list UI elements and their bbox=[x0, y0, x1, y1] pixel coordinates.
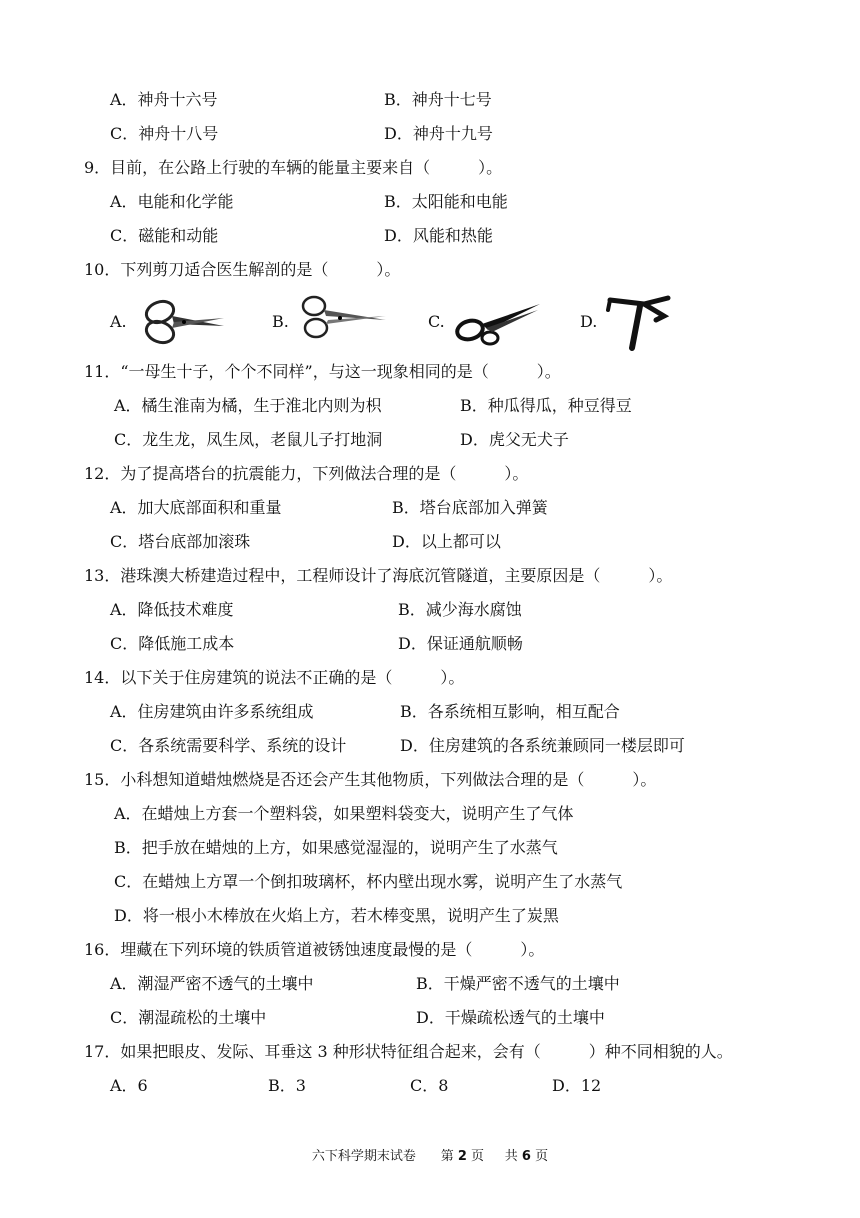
q9-option-b: B．太阳能和电能 bbox=[384, 192, 508, 211]
q15-option-b: B．把手放在蜡烛的上方，如果感觉湿湿的，说明产生了水蒸气 bbox=[114, 838, 558, 857]
q9-stem: 9．目前，在公路上行驶的车辆的能量主要来自（ ）。 bbox=[84, 158, 503, 177]
q11-stem: 11．“一母生十子，个个不同样”，与这一现象相同的是（ ）。 bbox=[84, 362, 561, 381]
q8-option-d: D．神舟十九号 bbox=[384, 124, 493, 143]
q13-option-d: D．保证通航顺畅 bbox=[398, 634, 523, 653]
footer-page-prefix: 第 bbox=[440, 1149, 454, 1164]
q10-option-b-label: B. bbox=[272, 312, 289, 331]
q15-stem: 15．小科想知道蜡烛燃烧是否还会产生其他物质，下列做法合理的是（ ）。 bbox=[84, 770, 657, 789]
q8-option-c: C．神舟十八号 bbox=[110, 124, 219, 143]
q15-option-d: D．将一根小木棒放在火焰上方，若木棒变黑，说明产生了炭黑 bbox=[114, 906, 559, 925]
q13-option-b: B．减少海水腐蚀 bbox=[398, 600, 522, 619]
q8-option-b: B．神舟十七号 bbox=[384, 90, 492, 109]
q10-scissors-a-icon bbox=[140, 296, 228, 348]
q16-option-b: B．干燥严密不透气的土壤中 bbox=[416, 974, 620, 993]
q14-option-a: A．住房建筑由许多系统组成 bbox=[110, 702, 314, 721]
q15-option-c: C．在蜡烛上方罩一个倒扣玻璃杯，杯内壁出现水雾，说明产生了水蒸气 bbox=[114, 872, 623, 891]
q17-option-a: A．6 bbox=[110, 1076, 148, 1095]
q11-option-d: D．虎父无犬子 bbox=[460, 430, 569, 449]
q8-option-a: A．神舟十六号 bbox=[110, 90, 218, 109]
q11-option-b: B．种瓜得瓜，种豆得豆 bbox=[460, 396, 632, 415]
footer-total-suffix: 页 bbox=[535, 1149, 549, 1164]
q12-option-d: D．以上都可以 bbox=[392, 532, 501, 551]
footer-total-number: 6 bbox=[521, 1149, 531, 1164]
page-footer bbox=[0, 1148, 860, 1166]
q13-stem: 13．港珠澳大桥建造过程中，工程师设计了海底沉管隧道，主要原因是（ ）。 bbox=[84, 566, 673, 585]
q16-option-c: C．潮湿疏松的土壤中 bbox=[110, 1008, 267, 1027]
q16-stem: 16．埋藏在下列环境的铁质管道被锈蚀速度最慢的是（ ）。 bbox=[84, 940, 545, 959]
q11-option-c: C．龙生龙，凤生凤，老鼠儿子打地洞 bbox=[114, 430, 383, 449]
q10-stem: 10．下列剪刀适合医生解剖的是（ ）。 bbox=[84, 260, 401, 279]
q17-option-d: D．12 bbox=[552, 1076, 602, 1095]
q17-stem: 17．如果把眼皮、发际、耳垂这 3 种形状特征组合起来，会有（ ）种不同相貌的人。 bbox=[84, 1042, 733, 1061]
footer-title: 六下科学期末试卷 bbox=[311, 1149, 416, 1164]
q12-stem: 12．为了提高塔台的抗震能力，下列做法合理的是（ ）。 bbox=[84, 464, 529, 483]
q12-option-a: A．加大底部面积和重量 bbox=[110, 498, 282, 517]
q14-option-b: B．各系统相互影响，相互配合 bbox=[400, 702, 620, 721]
q11-option-a: A．橘生淮南为橘，生于淮北内则为枳 bbox=[114, 396, 382, 415]
q10-scissors-d-icon bbox=[604, 290, 678, 352]
q10-option-c-label: C. bbox=[428, 312, 445, 331]
q10-option-d-label: D. bbox=[580, 312, 598, 331]
q14-stem: 14．以下关于住房建筑的说法不正确的是（ ）。 bbox=[84, 668, 465, 687]
footer-page-suffix: 页 bbox=[471, 1149, 485, 1164]
q12-option-b: B．塔台底部加入弹簧 bbox=[392, 498, 548, 517]
q14-option-c: C．各系统需要科学、系统的设计 bbox=[110, 736, 347, 755]
q17-option-b: B．3 bbox=[268, 1076, 306, 1095]
q9-option-a: A．电能和化学能 bbox=[110, 192, 234, 211]
footer-total-prefix: 共 bbox=[504, 1149, 518, 1164]
q12-option-c: C．塔台底部加滚珠 bbox=[110, 532, 251, 551]
q14-option-d: D．住房建筑的各系统兼顾同一楼层即可 bbox=[400, 736, 685, 755]
q10-option-a-label: A. bbox=[110, 312, 127, 331]
q16-option-a: A．潮湿严密不透气的土壤中 bbox=[110, 974, 314, 993]
q10-scissors-c-icon bbox=[452, 298, 544, 348]
q9-option-d: D．风能和热能 bbox=[384, 226, 493, 245]
q17-option-c: C．8 bbox=[410, 1076, 449, 1095]
q13-option-a: A．降低技术难度 bbox=[110, 600, 234, 619]
footer-page-number: 2 bbox=[457, 1149, 467, 1164]
q10-scissors-b-icon bbox=[298, 292, 390, 342]
q15-option-a: A．在蜡烛上方套一个塑料袋，如果塑料袋变大，说明产生了气体 bbox=[114, 804, 574, 823]
q13-option-c: C．降低施工成本 bbox=[110, 634, 235, 653]
q16-option-d: D．干燥疏松透气的土壤中 bbox=[416, 1008, 605, 1027]
q9-option-c: C．磁能和动能 bbox=[110, 226, 219, 245]
